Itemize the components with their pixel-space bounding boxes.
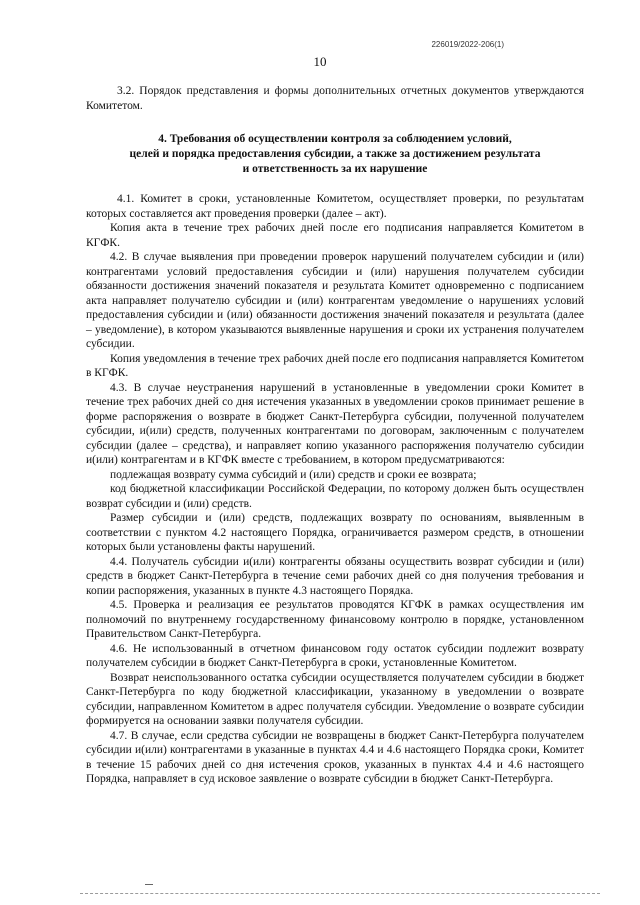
paragraph-4-2: 4.2. В случае выявления при проведении проверок нарушений получателем субсидии и (или) контрагентами условий предоставления субсидии и (или) нарушения получателем субсидии обязанности достижения значений показателя и результата Комитет одновременно с подписанием акта направляет получателю субсидии и (или) контрагентам уведомление о нарушениях условий предоставления субсидии и (или) обязанности достижения значений показателя и результата (далее – уведомление), в котором указываются выявленные нарушения и сроки их устранения получателем субсидии.: [86, 251, 584, 350]
section-title-line: и ответственность за их нарушение: [242, 163, 428, 175]
section-title-line: 4. Требования об осуществлении контроля за соблюдением условий,: [158, 133, 512, 145]
document-id: 226019/2022-206(1): [431, 40, 504, 49]
paragraph-4-2-copy: Копия уведомления в течение трех рабочих дней после его подписания направляется Комитетом в КГФК.: [86, 352, 584, 379]
paragraph-4-3-item-code: код бюджетной классификации Российской Федерации, по которому должен быть осуществлен возврат субсидии и (или) средств.: [86, 483, 584, 510]
paragraph-3-2: 3.2. Порядок представления и формы дополнительных отчетных документов утверждаются Комитетом.: [86, 85, 584, 112]
paragraph-4-3-size: Размер субсидии и (или) средств, подлежащих возврату по основаниям, выявленным в соответствии с пунктом 4.2 настоящего Порядка, ограничивается размером средств, в отношении которых были установлены факты нарушений.: [86, 512, 584, 553]
paragraph-4-3: 4.3. В случае неустранения нарушений в установленные в уведомлении сроки Комитет в течение трех рабочих дней со дня истечения указанных в уведомлении сроков принимает решение в форме распоряжения о возврате в бюджет Санкт-Петербурга субсидии, полученной получателем субсидии, и(или) средств, полученных контрагентами по договорам, заключенным с получателем субсидии (далее – средства), и направляет копию указанного распоряжения получателю субсидии и(или) контрагентам и в КГФК вместе с требованием, в котором предусматриваются:: [86, 381, 584, 466]
paragraph-4-1: 4.1. Комитет в сроки, установленные Комитетом, осуществляет проверки, по результатам которых составляется акт проведения проверки (далее – акт).: [86, 193, 584, 220]
document-body: [86, 84, 584, 787]
bottom-dashed-line: [80, 893, 600, 894]
scan-mark: [145, 884, 153, 885]
paragraph-4-1-copy: Копия акта в течение трех рабочих дней после его подписания направляется Комитетом в КГФК.: [86, 222, 584, 249]
paragraph-4-4: 4.4. Получатель субсидии и(или) контрагенты обязаны осуществить возврат субсидии и (или) средств в бюджет Санкт-Петербурга в течение семи рабочих дней со дня получения требования и копии распоряжения, указанных в пункте 4.3 настоящего Порядка.: [86, 555, 584, 597]
paragraph-4-6-return: Возврат неиспользованного остатка субсидии осуществляется получателем субсидии в бюджет Санкт-Петербурга по коду бюджетной классификации, указанному в уведомлении о возврате субсидии, направленном Комитетом в адрес получателя субсидии. Уведомление о возврате субсидии формируется на основании заявки получателя субсидии.: [86, 671, 584, 727]
section-4-title: [86, 132, 584, 177]
page-number: 10: [313, 54, 327, 69]
paragraph-4-5: 4.5. Проверка и реализация ее результатов проводятся КГФК в рамках осуществления им полномочий по внутреннему государственному финансовому контролю в порядке, установленном Правительством Санкт-Петербурга.: [86, 599, 584, 640]
paragraph-4-3-item-amount: подлежащая возврату сумма субсидий и (или) средств и сроки ее возврата;: [110, 468, 477, 481]
section-title-line: целей и порядка предоставления субсидии, а также за достижением результата: [129, 148, 541, 160]
paragraph-4-7: 4.7. В случае, если средства субсидии не возвращены в бюджет Санкт-Петербурга получателем субсидии и(или) контрагентами в указанные в пунктах 4.4 и 4.6 настоящего Порядка сроки, Комитет в течение 15 рабочих дней со дня истечения сроков, указанных в пунктах 4.4 и 4.6 настоящего Порядка, направляет в суд исковое заявление о возврате субсидии в бюджет Санкт-Петербурга.: [86, 729, 584, 785]
paragraph-4-6: 4.6. Не использованный в отчетном финансовом году остаток субсидии подлежит возврату получателем субсидии в бюджет Санкт-Петербурга в сроки, установленные Комитетом.: [86, 642, 584, 669]
